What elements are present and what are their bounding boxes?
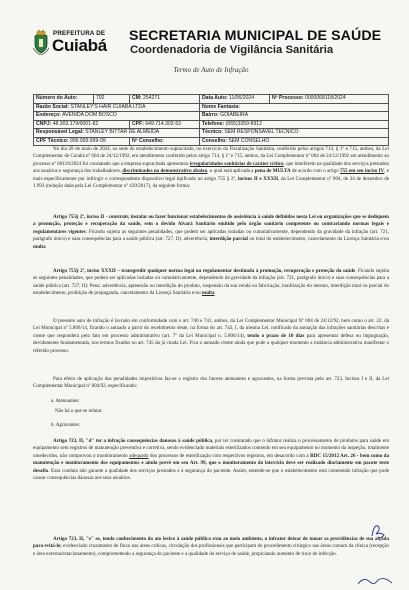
paragraph-atenuantes-agravantes: Para efeito de aplicação das penalidades impositivas faz-se o registro dos fatores atenuantes e agravantes, na forma prevista pelo art. 723, Incisos I e II, da Lei Complementar Municipal nº 004/92, especificando: (33, 376, 389, 390)
razao-value: STANLEY'S HAIR CUIABA LTDA (70, 103, 146, 110)
paragraph-inciso-ii: Artigo 755§ 2º, inciso II - construir, instalar ou fazer funcionar estabelecimentos de assistência à saúde definidos nesta Lei ou organizações que se dediquem a promoção, proteção e recuperação da saúde, sem o devido Alvará Sanitário emitido pelo órgão sanitário competente ou contrariando normas legais e regulamentares vigentes: Ficando sujeita as seguintes penalidades, que podem ser aplicadas isoladas ou cumulativamente, dependendo da gravidade da infração (art. 721, parágrafo único) e suas consequências para a saúde pública (art. 727, II): advertência, interdição parcial ou total do estabelecimento, cancelamento da Licença Sanitária e/ou multa (33, 214, 389, 250)
cpf-tecnico-label: CPF Técnico: (36, 137, 69, 144)
cpf-value: 649.714.302-53 (145, 120, 182, 127)
conselho-num-label: Nº Conselho: (132, 137, 164, 144)
numero-auto-label: Número do Auto: (36, 95, 78, 101)
coordenadoria-subtitle: Coordenadoria de Vigilância Sanitária (130, 44, 334, 56)
processo-value: 0000068118/2024 (305, 95, 346, 101)
bairro-value: GOIABEIRA (220, 112, 249, 118)
logo-prefix: PREFEITURA DE (53, 30, 106, 37)
conselho-value: SEM CONSELHO (228, 137, 270, 144)
cm-value: 254271 (143, 95, 161, 101)
endereco-value: AVENIDA DOM BOSCO (62, 112, 117, 118)
conselho-label: Conselho: (202, 137, 227, 144)
cpf-label: CPF: (132, 120, 144, 127)
agravantes-label: b. Agravantes: (51, 422, 81, 428)
cpf-tecnico-value: 999.999.999-99 (69, 137, 106, 144)
cnpj-label: CNPJ: (36, 120, 52, 127)
paragraph-constatacao: No dia 28 de maio de 2024, na sede do estabelecimento supracitado, no exercício da Fiscalização Sanitária, conferido pelos artigos 714, § 1º e 715, ambos, da Lei Complementar de Cuiabá nº 004 de 24/12/1992, em atendimento conferido pelos artigo 714, § 1º e 715, ambos, da Lei Complementar nº 004 de 24/12/1992 em atendimento ao processo nº 68118/2024 foi constatado que a empresa supracitada apresentou irregularidades sanitárias de caráter crítico, que interferem na qualidade dos serviços prestados aos usuários e segurança dos trabalhadores, discriminados no demonstrativo abaixo, o qual será aplicada a pena de MULTA de acordo com o artigo 755 em seu inciso IV, e mais especificamente por infringir o correspondente dispositivo legal tipificado no artigo 755 § 2º, incisos II e XXXII, da Lei Complementar nº 004, de 24 de dezembro de 1.992 (redação dada pela Lei Complementar nº 439/2017), da seguinte forma: (33, 146, 389, 190)
data-auto-label: Data Auto: (202, 95, 228, 101)
margin-signature (356, 574, 396, 588)
endereco-label: Endereço: (36, 112, 61, 118)
razao-label: Razão Social: (36, 103, 70, 110)
telefone-label: Telefone: (202, 120, 225, 127)
secretaria-title: SECRETARIA MUNICIPAL DE SAÚDE (129, 28, 382, 44)
document-title: Termo de Auto de Infração (173, 66, 249, 74)
data-auto-value: 11/06/2024 (228, 95, 255, 101)
coat-of-arms-icon (33, 29, 49, 55)
logo-city: Cuiabá (52, 36, 107, 55)
atenuantes-text: Não há o que se relatar. (55, 408, 103, 414)
paragraph-agravante-e: Artigo 723, II, "e" se, tendo conhecimento do ato lesivo à saúde pública e/ou ao meio ambiente, o infrator deixar de tomar as providências de sua alçada para evitá-lo; evidenciado cruzamento de fluxo nas áreas críticas, circulação dos profissionais que participam do procedimento cirúrgico nas áreas comum da clínica (recepção e área externa/estacionamento), comprometendo a segurança do paciente e a qualidade do serviço de saúde, propiciando aumento de risco de infecção. (33, 536, 389, 557)
letterhead (33, 0, 389, 62)
tecnico-value: SEM RESPONSAVEL TECNICO (224, 129, 299, 135)
paragraph-agravante-d: Artigo 723, II, "d" ter a infração consequências danosas à saúde pública, por ter constatado que o infrator realiza o processamento de produtos para saúde em equipamento sem registros de manutenção preventiva e corretiva, sendo evidenciado materiais esterilizados contendo em seu equipamento no momento da inspeção, totalmente umedecidos, não comprovou o monitoramento adequado dos processos de esterilização com respectivos registros, em desacordo com a RDC 15/2012 Art. 26 - bem como da manutenção e monitoramento dos equipamentos e ainda prevê em seu Art. 99, que o monitoramento do lote/ciclo deve ser realizado diariamente em pacote teste desafio. Essa conduta não garante a qualidade dos serviços prestados e à segurança do paciente. Assim, entende-se que o estabelecimento está cometendo infração que pode causar consequências danosas aos seus usuários. (33, 438, 389, 482)
fantasia-label: Nome Fantasia: (202, 103, 240, 110)
processo-label: Nº Processo: (272, 95, 304, 101)
paragraph-inciso-xxxii: Artigo 755§ 2º, inciso XXXII – transgredir qualquer norma legal ou regulamentar destinada à promoção, recuperação e proteção da saúde. Ficando sujeita as seguintes penalidades, que podem ser aplicadas isoladas ou cumulativamente, dependendo da gravidade da infração (art. 721, parágrafo único) e suas consequências para a saúde pública (art. 727, II): Pena: advertência, apreensão ou interdição do produto, suspensão da sua venda ou fabricação, inutilização do mesmo, interdição total ou parcial do estabelecimento, proibição de propaganda, cancelamento da Licença Sanitária e/ou multa (33, 268, 389, 297)
auto-info-table (33, 94, 389, 146)
tecnico-label: Técnico: (202, 129, 223, 135)
paragraph-prazo-defesa: O presente auto de infração é lavrado em conformidade com o art. 740 e 741, ambos, da Lei Complementar Municipal Nº 004 de 24/12/92, bem como o art. 22, da Lei Municipal nº 5.806/14, ficando o autuado a partir do recebimento deste, na forma do art. 743, I, da mesma Lei, notificado da autuação das infrações sanitárias descritas e ciente que responderá pelo fato em processo administrativo (art. 7º da Lei Municipal n. 5.806/14), tendo o prazo de 10 dias para apresentar defesa ou impugnação, devidamente fundamentada, nos termos fixados no art. 745 da já citada Lei. Fica o autuado ciente ainda que pode a qualquer momento a instância administrativa manifestar o referido processo. (33, 318, 390, 354)
bairro-label: Bairro: (202, 112, 219, 118)
cnpj-value: 48.303.179/0001-82 (52, 120, 99, 127)
cm-label: CM: (132, 95, 142, 101)
initials-signature (368, 520, 390, 542)
responsavel-label: Responsável Legal: (36, 129, 84, 135)
atenuantes-label: a. Atenuantes: (51, 398, 80, 404)
telefone-value: (065)3359-8912 (225, 120, 262, 127)
prefeitura-logo (33, 28, 115, 58)
numero-auto-value: 792 (94, 95, 130, 104)
responsavel-value: STANLEY BITTAR DE ALMEIDA (85, 129, 160, 135)
